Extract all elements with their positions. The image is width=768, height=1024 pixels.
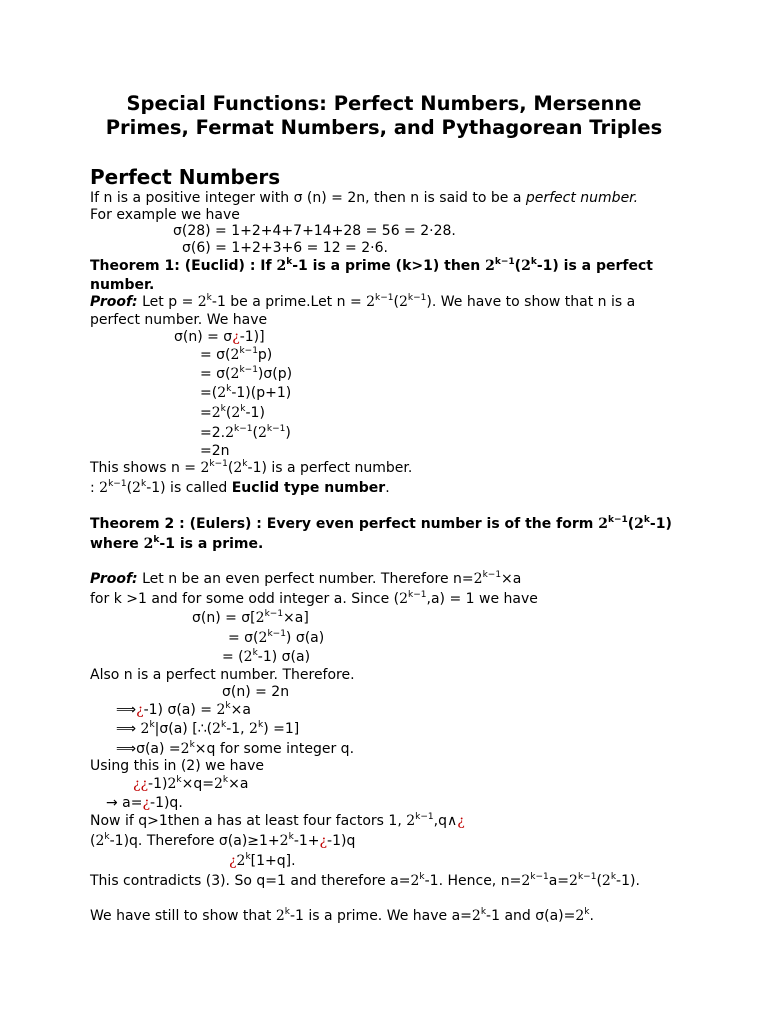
proof-2-step-1: $\sigma(n) = \sigma[2^{k-1}\times a]$ (192, 609, 309, 626)
section-heading-perfect-numbers: Perfect Numbers (90, 165, 281, 189)
proof-2-line-4: Using this in (2) we have (90, 758, 264, 774)
example-sigma-28: σ(28) = 1+2+4+7+14+28 = 56 = 2·28. (173, 223, 456, 239)
proof-1-step-4: $=(2^k-1)(p+1)$ (200, 384, 292, 401)
example-sigma-6: σ(6) = 1+2+3+6 = 12 = 2·6. (182, 240, 388, 256)
proof-2-step-3: = $(2^k-1)$ σ(a) (222, 648, 311, 665)
proof-1-line-1: Proof: Let $p = 2^k-1$ be a prime.Let $n = 2^{k-1}(2^{k-1})$. We have to show that n is a (90, 293, 636, 310)
theorem-1-statement: Theorem 1: (Euclid) : If 2$^k$-1 is a prime (k>1) then $2^{k-1}(2^k-1)$ is a perfect (90, 257, 653, 274)
document-title (60, 92, 708, 140)
theorem-2-statement-cont: where 2$^k$-1 is a prime. (90, 535, 264, 552)
proof-2-line-2: for k >1 and for some odd integer a. Since $(2^{k-1},a) = 1$ we have (90, 590, 538, 607)
euclid-type-note: : $2^{k-1}(2^k-1)$ is called Euclid type number. (90, 479, 390, 496)
proof-1-step-7: =2n (200, 443, 230, 459)
proof-2-line-5: Now if q>1then a has at least four factors 1, $2^{k-1},q\wedge¿$ (90, 812, 465, 829)
proof-1-step-2: = $\sigma(2^{k-1}p)$ (200, 346, 273, 363)
proof-2-step-2: = $\sigma(2^{k-1})$ σ(a) (228, 629, 325, 646)
theorem-2-statement: Theorem 2 : (Eulers) : Every even perfect number is of the form $2^{k-1}(2^k-1)$ (90, 515, 672, 532)
proof-2-line-3: Also n is a perfect number. Therefore. (90, 667, 355, 683)
proof-2-step-8: ¿¿$-1)2^k\times q=2^k\times a$ (133, 775, 249, 792)
proof-2-line-8: We have still to show that 2$^k$-1 is a prime. We have $a=2^k-1$ and $\sigma(a)=2^k$. (90, 907, 594, 924)
proof-2-step-6: ⟹ 2$^k$|σ(a) [∴(2$^k$-1, $2^k) =1$] (116, 720, 300, 737)
proof-2-step-10: ¿$2^k[1+q]$. (229, 852, 296, 869)
proof-1-line-2: perfect number. We have (90, 312, 268, 328)
proof-2-line-1: Proof: Let n be an even perfect number. Therefore $n=2^{k-1}\times a$ (90, 570, 522, 587)
proof-2-step-7: ⟹σ(a) $=2^k\times q$ for some integer q. (116, 740, 355, 757)
proof-1-step-1: σ(n) = σ¿-1)] (174, 329, 265, 345)
proof-2-line-6: (2$^k$-1)q. Therefore $\sigma(a)\ge 1+2^k-1+¿-1)q$ (90, 832, 356, 849)
proof-2-step-5: ⟹¿-1) $\sigma(a) = 2^k\times a$ (116, 701, 251, 718)
proof-1-step-6: $=2.2^{k-1}(2^{k-1})$ (200, 424, 291, 441)
title-line-1: Special Functions: Perfect Numbers, Mersenne (126, 92, 642, 115)
proof-2-step-4: σ(n) = 2n (222, 684, 290, 700)
proof-2-line-7: This contradicts (3). So q=1 and therefore $a=2^k-1$. Hence, $n=2^{k-1}a=2^{k-1}(2^k-1)$. (90, 872, 640, 889)
proof-1-conclusion: This shows $n = 2^{k-1}(2^k-1)$ is a perfect number. (90, 459, 413, 476)
proof-2-step-9: → a=¿-1)q. (106, 795, 183, 811)
proof-1-step-3: = $\sigma(2^{k-1})\sigma(p)$ (200, 365, 293, 382)
proof-1-step-5: $=2^k(2^k-1)$ (200, 404, 265, 421)
definition-line: If n is a positive integer with σ (n) = 2n, then n is said to be a perfect number. (90, 190, 639, 206)
example-intro-line: For example we have (90, 207, 240, 223)
theorem-1-statement-cont: number. (90, 277, 155, 293)
title-line-2: Primes, Fermat Numbers, and Pythagorean Triples (105, 116, 663, 139)
